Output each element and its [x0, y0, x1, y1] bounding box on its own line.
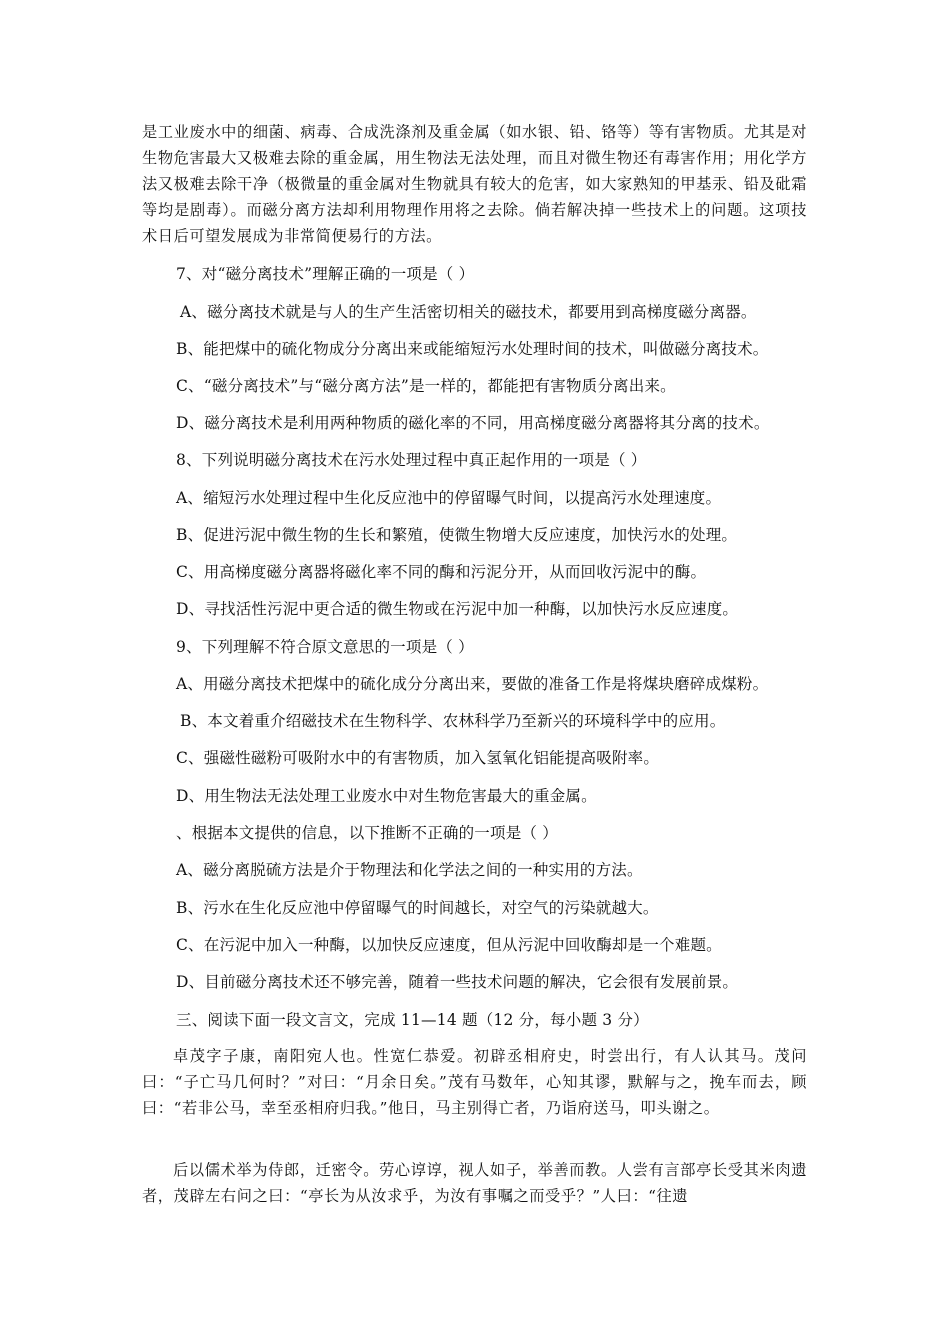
question-7-option-b: B、能把煤中的硫化物成分分离出来或能缩短污水处理时间的技术，叫做磁分离技术。 — [176, 340, 769, 358]
question-8-option-c: C、用高梯度磁分离器将磁化率不同的酶和污泥分开，从而回收污泥中的酶。 — [176, 563, 707, 581]
classical-text-paragraph-2: 后以儒术举为侍郎，迁密令。劳心谆谆，视人如子，举善而教。人尝有言部亭长受其米肉遗者，茂辟左右问之曰：“亭长为从汝求乎，为汝有事嘱之而受乎？”人曰：“往遗 — [142, 1161, 807, 1205]
question-8-stem: 8、下列说明磁分离技术在污水处理过程中真正起作用的一项是（ ） — [176, 451, 647, 469]
question-10-option-a: A、磁分离脱硫方法是介于物理法和化学法之间的一种实用的方法。 — [176, 861, 643, 879]
question-10-option-c: C、在污泥中加入一种酶，以加快反应速度，但从污泥中回收酶却是一个难题。 — [176, 936, 722, 954]
question-7-option-d: D、磁分离技术是利用两种物质的磁化率的不同，用高梯度磁分离器将其分离的技术。 — [176, 414, 770, 432]
question-8-option-a: A、缩短污水处理过程中生化反应池中的停留曝气时间，以提高污水处理速度。 — [176, 489, 722, 507]
question-7-option-a: A、磁分离技术就是与人的生产生活密切相关的磁技术，都要用到高梯度磁分离器。 — [180, 303, 757, 321]
question-7-option-c: C、“磁分离技术”与“磁分离方法”是一样的，都能把有害物质分离出来。 — [176, 377, 676, 395]
question-8-option-d: D、寻找活性污泥中更合适的微生物或在污泥中加一种酶，以加快污水反应速度。 — [176, 600, 739, 618]
section-3-heading: 三、阅读下面一段文言文，完成 11—14 题（12 分，每小题 3 分） — [176, 1011, 649, 1029]
question-9-stem: 9、下列理解不符合原文意思的一项是（ ） — [176, 638, 474, 656]
question-9-option-b: B、本文着重介绍磁技术在生物科学、农林科学乃至新兴的环境科学中的应用。 — [180, 712, 726, 730]
question-9-option-c: C、强磁性磁粉可吸附水中的有害物质，加入氢氧化铝能提高吸附率。 — [176, 749, 660, 767]
classical-text-paragraph-1: 卓茂字子康，南阳宛人也。性宽仁恭爱。初辟丞相府史，时尝出行，有人认其马。茂问曰：“子亡马几何时？”对曰：“月余日矣。”茂有马数年，心知其谬，默解与之，挽车而去，顾曰：“若非公马，幸至丞相府归我。”他日，马主别得亡者，乃诣府送马，叩头谢之。 — [142, 1047, 807, 1117]
question-10-option-b: B、污水在生化反应池中停留曝气的时间越长，对空气的污染就越大。 — [176, 899, 659, 917]
question-9-option-a: A、用磁分离技术把煤中的硫化成分分离出来，要做的准备工作是将煤块磨碎成煤粉。 — [176, 675, 769, 693]
question-10-stem: 、根据本文提供的信息，以下推断不正确的一项是（ ） — [176, 824, 558, 842]
question-9-option-d: D、用生物法无法处理工业废水中对生物危害最大的重金属。 — [176, 787, 597, 805]
question-8-option-b: B、促进污泥中微生物的生长和繁殖，使微生物增大反应速度，加快污水的处理。 — [176, 526, 738, 544]
passage-paragraph: 是工业废水中的细菌、病毒、合成洗涤剂及重金属（如水银、铅、铬等）等有害物质。尤其是对生物危害最大又极难去除的重金属，用生物法无法处理，而且对微生物还有毒害作用；用化学方法又极难去除干净（极微量的重金属对生物就具有较大的危害，如大家熟知的甲基汞、铅及砒霜等均是剧毒）。而磁分离方法却利用物理作用将之去除。倘若解决掉一些技术上的问题。这项技术日后可望发展成为非常简便易行的方法。 — [142, 123, 807, 245]
question-10-option-d: D、目前磁分离技术还不够完善，随着一些技术问题的解决，它会很有发展前景。 — [176, 973, 739, 991]
question-7-stem: 7、对“磁分离技术”理解正确的一项是（ ） — [176, 265, 475, 283]
